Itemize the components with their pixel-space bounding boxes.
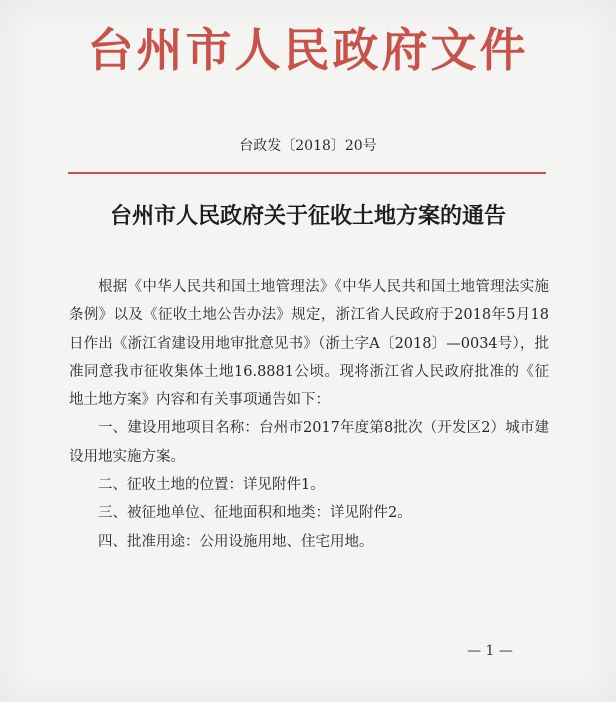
paragraph-item-4: 四、批准用途：公用设施用地、住宅用地。 xyxy=(98,533,374,550)
paragraph-item-1: 一、建设用地项目名称：台州市2017年度第8批次（开发区2）城市建设用地实施方案。 xyxy=(69,420,549,465)
page-number: — 1 — xyxy=(467,643,513,659)
document-number: 台政发〔2018〕20号 xyxy=(239,138,377,154)
notice-title: 台州市人民政府关于征收土地方案的通告 xyxy=(109,204,506,229)
red-divider-rule xyxy=(68,172,546,174)
notice-body xyxy=(69,273,549,556)
paragraph-intro: 根据《中华人民共和国土地管理法》《中华人民共和国土地管理法实施条例》以及《征收土地公告办法》规定，浙江省人民政府于2018年5月18日作出《浙江省建设用地审批意见书》（浙土字A〔2018〕—0034号），批准同意我市征收集体土地16.8881公顷。现将浙江省人民政府批准的《征地土地方案》内容和有关事项通告如下： xyxy=(69,279,549,409)
paragraph-item-2: 二、征收土地的位置：详见附件1。 xyxy=(98,477,325,494)
masthead-title: 台州市人民政府文件 xyxy=(87,23,529,77)
paragraph-item-3: 三、被征地单位、征地面积和地类：详见附件2。 xyxy=(98,505,412,522)
